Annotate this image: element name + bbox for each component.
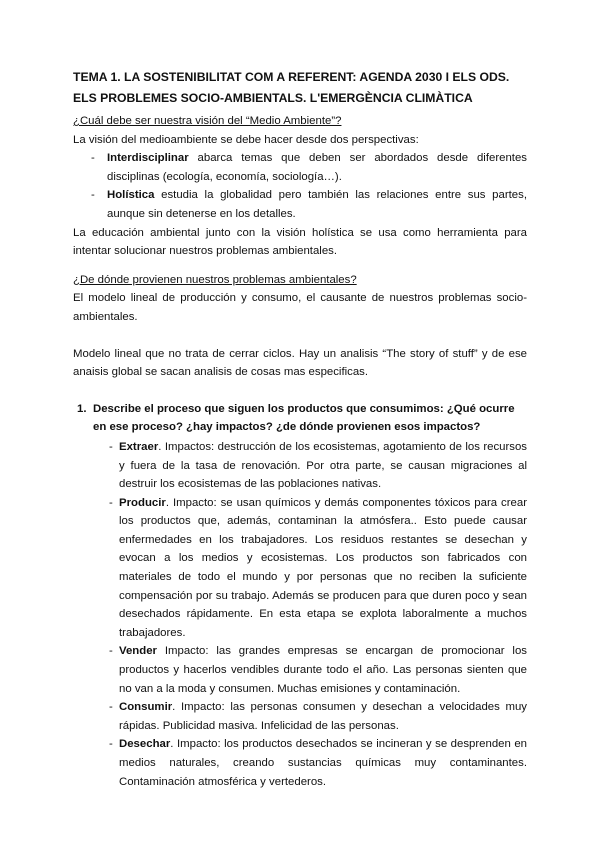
list-item [93, 698, 527, 735]
numbered-heading: Describe el proceso que siguen los productos que consumimos: ¿Qué ocurre en ese proceso? ¿hay impactos? ¿de dónde provienen esos impactos? [93, 402, 515, 434]
stage-description: . Impactos: destrucción de los ecosistemas, agotamiento de los recursos y fuera de la tasa de renovación. Por otra parte, se causan migraciones al destruir los ecosistemas de las poblaciones nativas. [119, 440, 527, 491]
stage-vender: Vender [119, 645, 157, 658]
numbered-list [73, 400, 527, 791]
question-vision: ¿Cuál debe ser nuestra visión del “Medio Ambiente”? [73, 115, 342, 127]
list-item [73, 149, 527, 186]
term-description: estudia la globalidad pero también las relaciones entre sus partes, aunque sin detenerse en los detalles. [107, 189, 527, 220]
stage-description: . Impacto: se usan químicos y demás componentes tóxicos para crear los productos que, además, contaminan la atmósfera.. Esto puede causar enfermedades en los trabajadores. Los residuos restantes se desechan y evocan a los medios y ecosistemas. Los productos son fabricados con materiales de todo el mundo y por personas que no reciben la suficiente compensación por su trabajo. Además se producen para que duren poco y sean desechados rápidamente. En esta etapa se explota laboralmente a muchos trabajadores. [119, 496, 527, 639]
term-holistica: Holística [107, 189, 155, 202]
linear-model-paragraph: El modelo lineal de producción y consumo, el causante de nuestros problemas socio-ambientales. [73, 292, 527, 323]
list-dash: - [91, 152, 95, 165]
document-title [73, 67, 527, 109]
stage-desechar: Desechar [119, 738, 171, 751]
title-line-2: ELS PROBLEMES SOCIO-AMBIENTALS. L'EMERGÈNCIA CLIMÀTICA [73, 91, 473, 105]
list-dash: - [109, 496, 113, 509]
stage-producir: Producir [119, 496, 166, 509]
title-line-1: TEMA 1. LA SOSTENIBILITAT COM A REFERENT: AGENDA 2030 I ELS ODS. [73, 70, 510, 84]
term-interdisciplinar: Interdisciplinar [107, 152, 189, 165]
list-dash: - [109, 645, 113, 658]
list-dash: - [109, 738, 113, 751]
list-item [73, 186, 527, 223]
item-number: 1. [77, 402, 87, 415]
list-item [93, 735, 527, 791]
perspectives-list [73, 149, 527, 223]
stage-description: . Impacto: los productos desechados se incineran y se desprenden en medios naturales, creando sustancias químicas muy contaminantes. Contaminación atmosférica y vertederos. [119, 738, 527, 788]
stage-consumir: Consumir [119, 701, 173, 714]
term-description: abarca temas que deben ser abordados desde diferentes disciplinas (ecología, economía, sociología…). [107, 152, 527, 183]
stage-description: . Impacto: las personas consumen y desechan a velocidades muy rápidas. Publicidad masiva. Infelicidad de las personas. [119, 701, 527, 732]
numbered-item [73, 400, 527, 791]
stage-description: Impacto: las grandes empresas se encargan de promocionar los productos y hacerlos vendibles durante todo el año. Las personas sienten que no van a la moda y consumen. Muchas emisiones y contaminación. [119, 645, 527, 695]
intro-paragraph: La visión del medioambiente se debe hacer desde dos perspectivas: [73, 133, 419, 146]
list-dash: - [109, 440, 113, 453]
question-origin: ¿De dónde provienen nuestros problemas ambientales? [73, 273, 357, 286]
list-item [93, 642, 527, 698]
list-dash: - [91, 189, 95, 202]
closing-paragraph: La educación ambiental junto con la visión holística se usa como herramienta para intentar solucionar nuestros problemas ambientales. [73, 226, 527, 258]
story-of-stuff-paragraph: Modelo lineal que no trata de cerrar ciclos. Hay un analisis “The story of stuff” y de ese anaisis global se sacan analisis de cosas mas especificas. [73, 347, 527, 379]
list-item [93, 494, 527, 643]
list-dash: - [109, 701, 113, 714]
stage-extraer: Extraer [119, 440, 159, 453]
list-item [93, 438, 527, 494]
process-stages-list [93, 438, 527, 791]
